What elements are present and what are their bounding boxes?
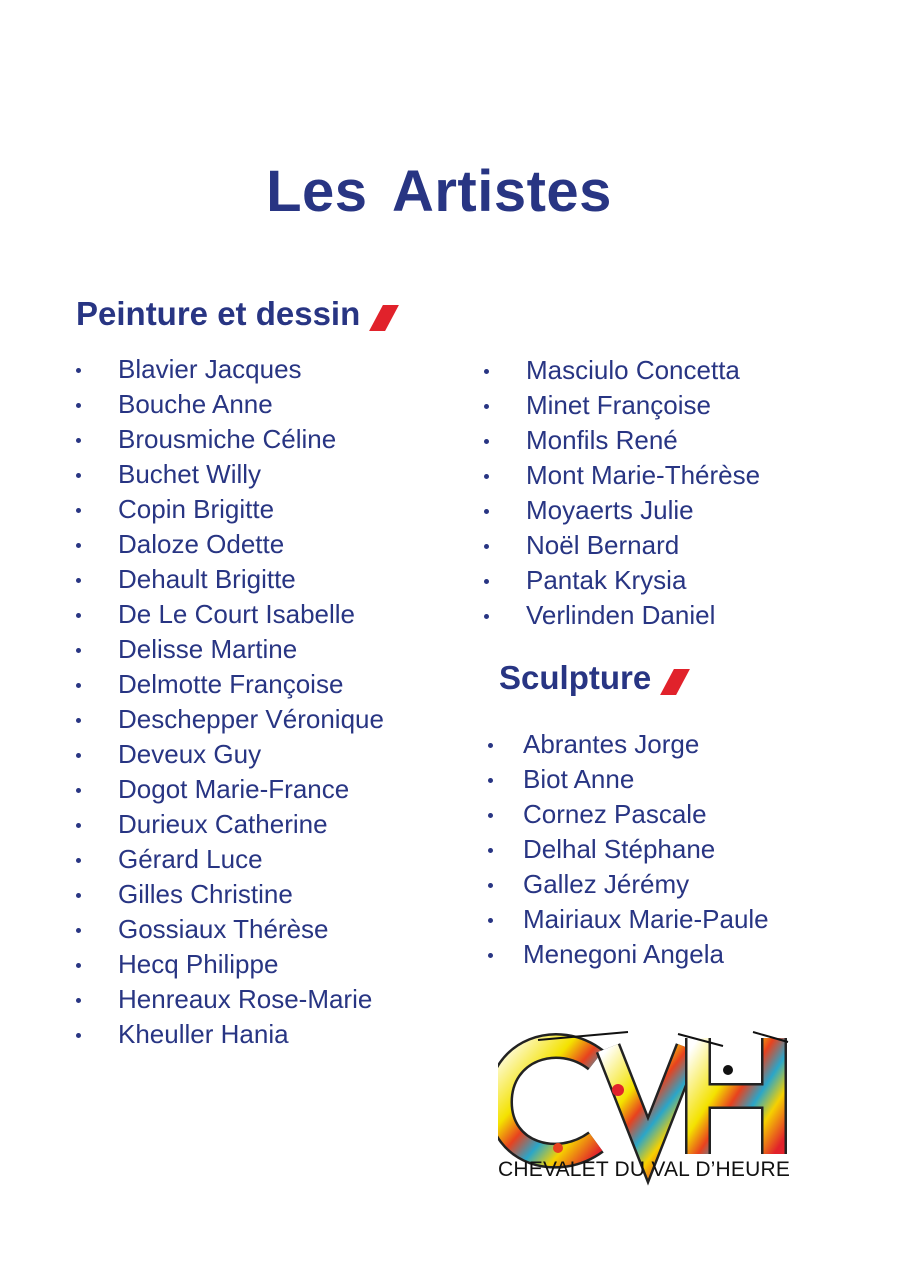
list-item: Dehault Brigitte [118, 562, 384, 597]
list-item: Henreaux Rose-Marie [118, 982, 384, 1017]
list-item: Brousmiche Céline [118, 422, 384, 457]
list-item: Cornez Pascale [523, 797, 769, 832]
list-item: Buchet Willy [118, 457, 384, 492]
list-item: Menegoni Angela [523, 937, 769, 972]
list-item: Minet Françoise [526, 388, 760, 423]
list-item: Moyaerts Julie [526, 493, 760, 528]
list-item: Gossiaux Thérèse [118, 912, 384, 947]
list-item: Bouche Anne [118, 387, 384, 422]
list-item: Gérard Luce [118, 842, 384, 877]
painting-heading [76, 295, 392, 333]
red-slash-icon [369, 305, 399, 331]
list-item: Mairiaux Marie-Paule [523, 902, 769, 937]
painting-list-column-1 [118, 352, 384, 1052]
painting-list-column-2 [526, 353, 760, 633]
list-item: Deschepper Véronique [118, 702, 384, 737]
sculpture-heading [499, 659, 683, 697]
list-item: Monfils René [526, 423, 760, 458]
list-item: Pantak Krysia [526, 563, 760, 598]
list-item: Deveux Guy [118, 737, 384, 772]
list-item: Copin Brigitte [118, 492, 384, 527]
sculpture-list [523, 727, 769, 972]
list-item: Delisse Martine [118, 632, 384, 667]
list-item: Blavier Jacques [118, 352, 384, 387]
list-item: De Le Court Isabelle [118, 597, 384, 632]
list-item: Hecq Philippe [118, 947, 384, 982]
list-item: Biot Anne [523, 762, 769, 797]
list-item: Gilles Christine [118, 877, 384, 912]
list-item: Masciulo Concetta [526, 353, 760, 388]
red-slash-icon [660, 669, 690, 695]
list-item: Mont Marie-Thérèse [526, 458, 760, 493]
logo-caption: CHEVALET DU VAL D’HEURE [498, 1158, 791, 1181]
logo-letter-v-fill [608, 1048, 688, 1150]
list-item: Durieux Catherine [118, 807, 384, 842]
list-item: Abrantes Jorge [523, 727, 769, 762]
list-item: Delhal Stéphane [523, 832, 769, 867]
painting-heading-label: Peinture et dessin [76, 295, 361, 332]
list-item: Noël Bernard [526, 528, 760, 563]
logo-letter-c-fill [500, 1046, 596, 1156]
list-item: Gallez Jérémy [523, 867, 769, 902]
page-title: Les Artistes [266, 159, 612, 224]
list-item: Verlinden Daniel [526, 598, 760, 633]
list-item: Delmotte Françoise [118, 667, 384, 702]
list-item: Kheuller Hania [118, 1017, 384, 1052]
list-item: Dogot Marie-France [118, 772, 384, 807]
sculpture-heading-label: Sculpture [499, 659, 652, 696]
list-item: Daloze Odette [118, 527, 384, 562]
